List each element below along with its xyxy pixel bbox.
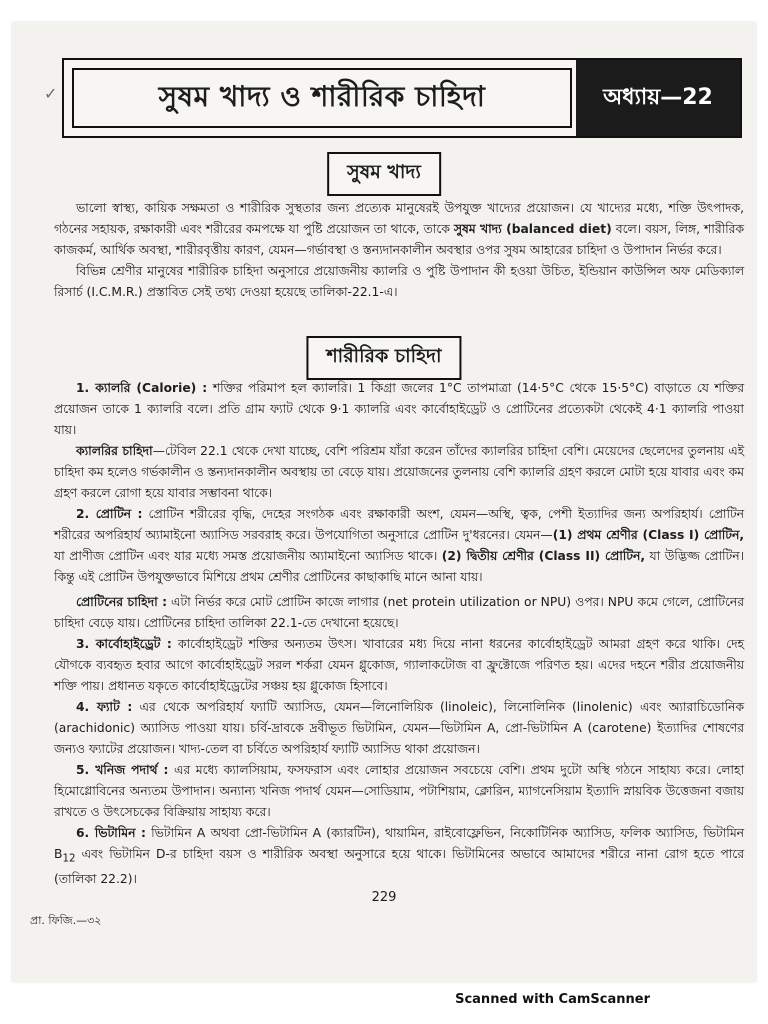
page-number: 229 [371, 890, 397, 905]
text-run: এবং ভিটামিন D-র চাহিদা বয়স ও শারীরিক অবস্থা অনুসারে হয়ে থাকে। ভিটামিনের অভাবে আমাদের শরীরে নানা রোগ হতে পারে (তালিকা 22.2)। [54, 847, 744, 887]
text-run: ভিটামিন A অথবা প্রো-ভিটামিন A (ক্যারটিন), থায়ামিন, রাইবোফ্লেভিন, নিকোটিনিক অ্যাসিড, ফলিক অ্যাসিড, ভিটামিন B [54, 826, 744, 861]
item-label: 5. খনিজ পদার্থ : [76, 763, 169, 777]
text-run: এটা নির্ভর করে মোট প্রোটিন কাজে লাগার (net protein utilization or NPU) ওপর। NPU কমে গেলে, প্রোটিনের চাহিদা বেড়ে যায়। প্রোটিনের চাহিদা তালিকা 22.1-তে দেখানো হয়েছে। [54, 595, 744, 630]
bold-term: সুষম খাদ্য (balanced diet) [453, 222, 612, 236]
paragraph [54, 198, 744, 261]
body-needs-body [54, 378, 744, 890]
chapter-title: সুষম খাদ্য ও শারীরিক চাহিদা [72, 68, 572, 128]
paragraph-carbohydrate [54, 634, 744, 697]
item-label: ক্যালরির চাহিদা [76, 444, 153, 458]
subscript: 12 [62, 852, 76, 865]
text-run: প্রোটিন শরীরের বৃদ্ধি, দেহের সংগঠক এবং রক্ষাকারী অংশ, যেমন—অস্থি, ত্বক, পেশী ইত্যাদির জন্য অপরিহার্য। প্রোটিন শরীরের অপরিহার্য অ্যামাইনো অ্যাসিড সরবরাহ করে। উপযোগিতা অনুসারে প্রোটিন দু'ধরনের। যেমন— [54, 507, 745, 542]
text-run: শক্তির পরিমাপ হল ক্যালরি। 1 কিগ্রা জলের 1°C তাপমাত্রা (14·5°C থেকে 15·5°C) বাড়াতে যে শক্তির প্রয়োজন তাকে 1 ক্যালরি বলে। প্রতি গ্রাম ফ্যাট থেকে 9·1 ক্যালরি এবং কার্বোহাইড্রেট ও প্রোটিনের প্রত্যেকটা থেকেই 4·1 ক্যালরি পাওয়া যায়। [54, 381, 745, 437]
text-run: ভালো স্বাস্থ্য, কায়িক সক্ষমতা ও শারীরিক সুস্থতার জন্য প্রত্যেক মানুষেরই উপযুক্ত খাদ্যের প্রয়োজন। যে খাদ্যের মধ্যে, শক্তি উৎপাদক, গঠনের সহায়ক, রক্ষাকারী এবং শরীরের কমপক্ষে যা পুষ্টি প্রয়োজন তা থাকে, তাকে [54, 201, 744, 236]
footer-signature-note: প্রা. ফিজি.—৩২ [30, 914, 102, 927]
item-label: 4. ফ্যাট : [76, 700, 133, 714]
paragraph: বিভিন্ন শ্রেণীর মানুষের শারীরিক চাহিদা অনুসারে প্রয়োজনীয় ক্যালরি ও পুষ্টি উপাদান কী হওয়া উচিত, ইন্ডিয়ান কাউন্সিল অফ মেডিক্যাল রিসার্চ (I.C.M.R.) প্রস্তাবিত সেই তথ্য দেওয়া হয়েছে তালিকা-22.1-এ। [54, 264, 744, 299]
paragraph-fat [54, 697, 744, 760]
text-run: এর মধ্যে ক্যালসিয়াম, ফসফরাস এবং লোহার প্রয়োজন সবচেয়ে বেশি। প্রথম দুটো অস্থি গঠনে সাহায্য করে। লোহা হিমোগ্লোবিনের অন্যতম উপাদান। অন্যান্য খনিজ পদার্থ যেমন—সোডিয়াম, পটাশিয়াম, ক্লোরিন, ম্যাগনেসিয়াম ইত্যাদি স্নায়বিক উত্তেজনা বজায় রাখতে ও উৎসেচকের বিক্রিয়ায় সাহায্য করে। [54, 763, 745, 819]
paragraph-vitamin [54, 823, 744, 890]
section-heading-body-needs: শারীরিক চাহিদা [306, 336, 461, 380]
text-run: কার্বোহাইড্রেট শক্তির অন্যতম উৎস। খাবারের মধ্য দিয়ে নানা ধরনের কার্বোহাইড্রেট আমরা গ্রহণ করে থাকি। দেহ যৌগকে ব্যবহৃত হবার আগে কার্বোহাইড্রেট সরল শর্করা যেমন গ্লুকোজ, গ্যালাকটোজ বা ফ্রুক্টোজে পরিণত হয়। এদের দহনে শরীর প্রয়োজনীয় শক্তি পায়। প্রধানত যকৃতে কার্বোহাইড্রেটের সঞ্চয় হয় গ্লুকোজ হিসাবে। [54, 637, 744, 693]
item-label: 3. কার্বোহাইড্রেট : [76, 637, 172, 651]
paragraph-mineral [54, 760, 744, 823]
scanner-watermark: Scanned with CamScanner [455, 992, 650, 1007]
bold-term: (2) দ্বিতীয় শ্রেণীর (Class II) প্রোটিন, [441, 549, 646, 563]
text-run: যা উদ্ভিজ্জ প্রোটিন। কিন্তু এই প্রোটিন উপযুক্তভাবে মিশিয়ে প্রথম শ্রেণীর প্রোটিনের কাছাকাছি মানে আনা যায়। [54, 549, 744, 584]
text-run: বলে। বয়স, লিঙ্গ, শারীরিক কাজকর্ম, আর্থিক অবস্থা, শারীরবৃত্তীয় কারণ, যেমন—গর্ভাবস্থা ও স্তন্যদানকালীন অবস্থার ওপর সুষম আহারের চাহিদা ও উপাদান নির্ভর করে। [54, 222, 744, 257]
book-page [12, 22, 756, 982]
text-run: —টেবিল 22.1 থেকে দেখা যাচ্ছে, বেশি পরিশ্রম যাঁরা করেন তাঁদের ক্যালরির চাহিদা বেশি। মেয়েদের ছেলেদের তুলনায় এই চাহিদা কম হলেও গর্ভকালীন ও স্তন্যদানকালীন অবস্থায় তা বেড়ে যায়। প্রয়োজনের তুলনায় বেশি ক্যালরি গ্রহণ করলে মোটা হয়ে যাবার এবং কম গ্রহণ করলে রোগা হয়ে যাবার সম্ভাবনা থাকে। [54, 444, 744, 500]
item-label: 1. ক্যালরি (Calorie) : [76, 381, 208, 395]
section-heading-balanced-diet: সুষম খাদ্য [327, 152, 441, 196]
chapter-number-badge: অধ্যায়—22 [576, 60, 740, 136]
margin-tick-mark: ✓ [44, 84, 58, 103]
paragraph-calorie [54, 378, 744, 441]
item-label: 2. প্রোটিন : [76, 507, 143, 521]
paragraph-calorie-need [54, 441, 744, 504]
chapter-title-bar [62, 58, 742, 138]
item-label: 6. ভিটামিন : [76, 826, 146, 840]
text-run: যা প্রাণীজ প্রোটিন এবং যার মধ্যে সমস্ত প্রয়োজনীয় অ্যামাইনো অ্যাসিড থাকে। [54, 549, 442, 563]
item-label: প্রোটিনের চাহিদা : [76, 595, 167, 609]
paragraph-protein [54, 504, 744, 588]
paragraph-protein-need [54, 592, 744, 634]
bold-term: (1) প্রথম শ্রেণীর (Class I) প্রোটিন, [552, 528, 744, 542]
balanced-diet-body [54, 198, 744, 303]
text-run: এর থেকে অপরিহার্য ফ্যাটি অ্যাসিড, যেমন—লিনোলিয়িক (linoleic), লিনোলিনিক (linolenic) এবং অ্যারাচিডোনিক (arachidonic) অ্যাসিড পাওয়া যায়। চর্বি-দ্রাবকে দ্রবীভূত ভিটামিন, যেমন—ভিটামিন A, প্রো-ভিটামিন A (carotene) ইত্যাদির শোষণের জন্যও ফ্যাটের প্রয়োজন। খাদ্য-তেল বা চর্বিতে অপরিহার্য ফ্যাটি অ্যাসিড থাকা প্রয়োজন। [54, 700, 744, 756]
